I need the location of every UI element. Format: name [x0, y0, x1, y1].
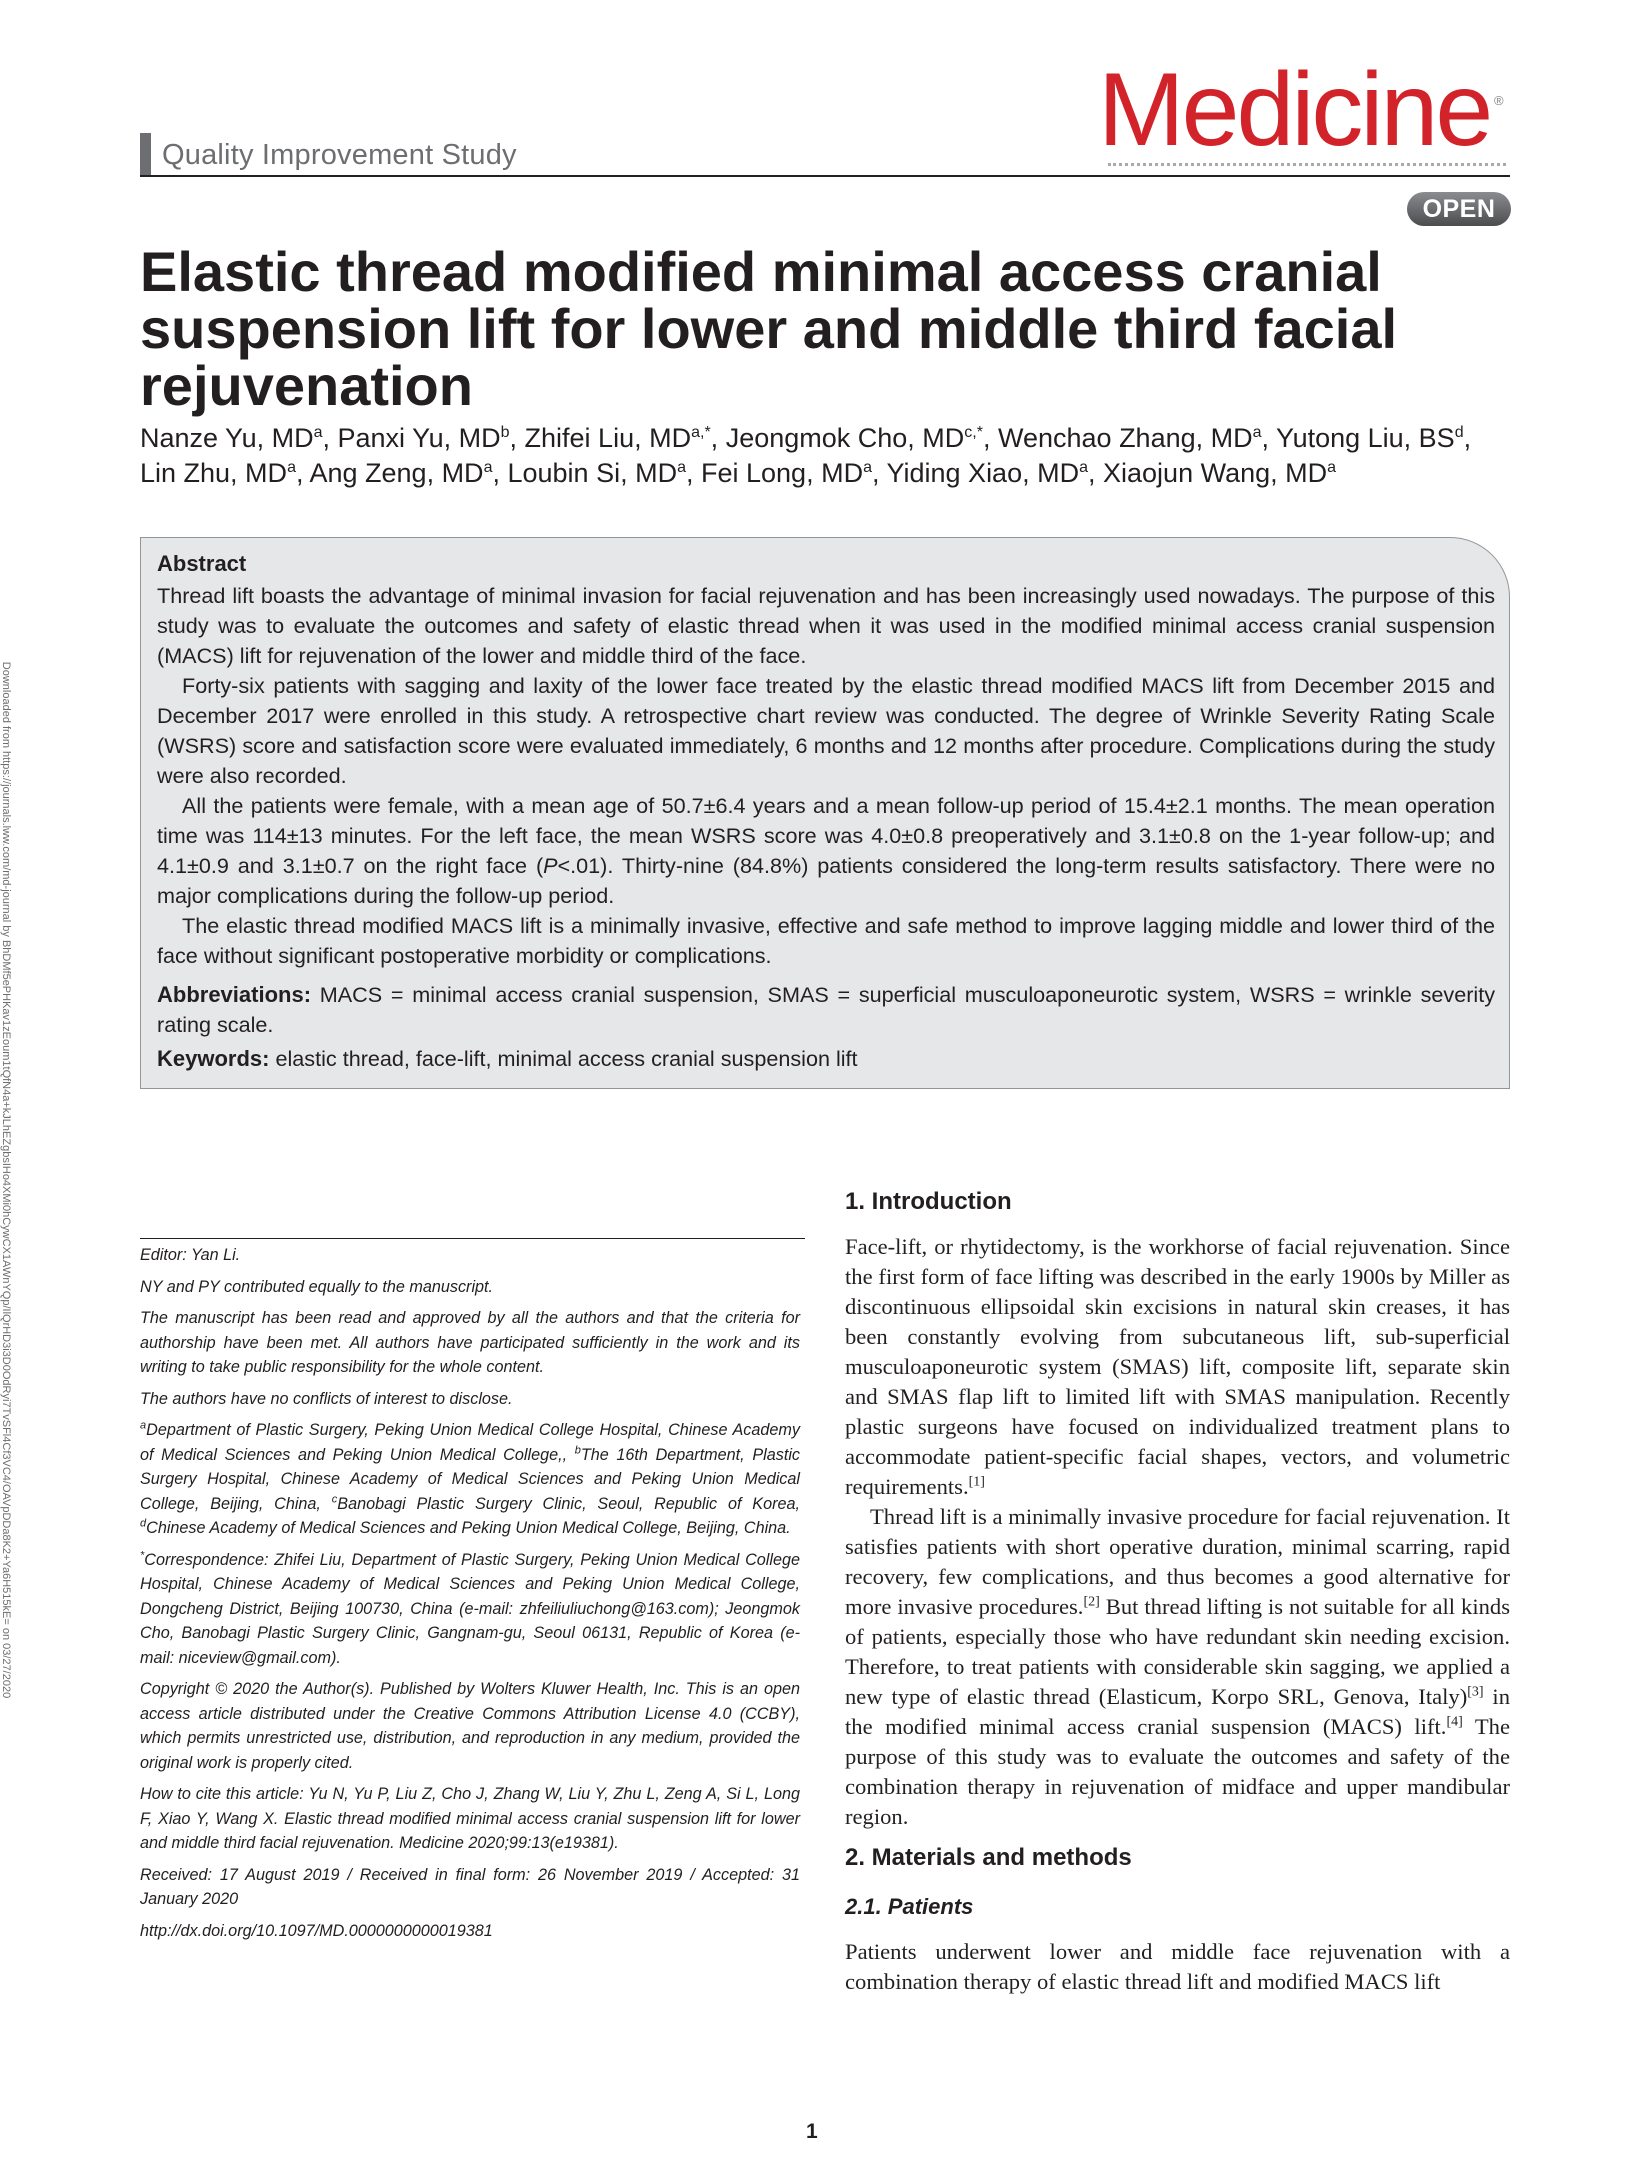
author-name: Zhifei Liu, $MD^{a,*}$ — [524, 423, 711, 453]
body-paragraph: Face-lift, or rhytidectomy, is the workhorse of facial rejuvenation. Since the first form of face lifting was described in the early 1900s by Miller as discontinuous ellipsoidal skin excisions in natural skin creases, it has been constantly evolving from subcutaneous lift, sub-superficial musculoaponeurotic system (SMAS) lift, composite lift, separate skin and SMAS flap lift to limited lift with SMAS manipulation. Recently plastic surgeons have focused on individualized treatment plans to accommodate patient-specific facial shapes, vectors, and volumetric requirements.[1] — [845, 1234, 1510, 1499]
author-name: Xiaojun Wang, $MD^a$ — [1103, 458, 1337, 488]
logo-dotted-rule — [1108, 163, 1506, 166]
body-paragraph: Thread lift is a minimally invasive procedure for facial rejuvenation. It satisfies patients with short operative duration, minimal scarring, rapid recovery, few complications, and thus becomes a good alternative for more invasive procedures.[2] But thread lifting is not suitable for all kinds of patients, especially those who have redundant skin needing excision. Therefore, to treat patients with considerable skin sagging, we applied a new type of elastic thread (Elasticum, Korpo SRL, Genova, Italy)[3] in the modified minimal access cranial suspension (MACS) lift.[4] The purpose of this study was to evaluate the outcomes and safety of the combination therapy in rejuvenation of midface and upper mandibular region. — [845, 1504, 1511, 1829]
abstract-paragraph: The elastic thread modified MACS lift is a minimally invasive, effective and safe method to improve lagging middle and lower third of the face without significant postoperative morbidity or complications. — [157, 913, 1495, 968]
section-label: Quality Improvement Study — [162, 139, 517, 171]
author-name: Nanze Yu, $MD^a$ — [140, 423, 323, 453]
citation-ref[interactable]: [4] — [1446, 1714, 1463, 1730]
registered-mark: ® — [1494, 93, 1504, 108]
citation-ref[interactable]: [3] — [1467, 1684, 1484, 1700]
intro-body — [845, 1232, 1510, 1832]
abbreviations — [157, 980, 1495, 1040]
author-name: Jeongmok Cho, $MD^{c,*}$ — [725, 423, 983, 453]
page-number: 1 — [806, 2120, 818, 2143]
abstract-body — [157, 581, 1495, 971]
author-affiliation-mark: a — [677, 459, 686, 476]
abstract-heading: Abstract — [157, 551, 247, 576]
author-name: Yutong Liu, $BS^d$ — [1276, 423, 1464, 453]
author-affiliation-mark: a — [313, 424, 323, 441]
copyright-note: Copyright © 2020 the Author(s). Published by Wolters Kluwer Health, Inc. This is an open access article distributed under the Creative Commons Attribution License 4.0 (CCBY), which permits unrestricted use, distribution, and reproduction in any medium, provided the original work is properly cited. — [140, 1680, 800, 1772]
keywords-text: elastic thread, face-lift, minimal access cranial suspension lift — [275, 1046, 858, 1071]
patients-subheading: 2.1. Patients — [845, 1894, 974, 1919]
author-name: Fei Long, $MD^a$ — [701, 458, 872, 488]
author-affiliation-mark: a — [1252, 424, 1262, 441]
abbreviations-text: MACS = minimal access cranial suspension, SMAS = superficial musculoaponeurotic system, WSRS = wrinkle severity rating scale. — [157, 982, 1496, 1037]
citation-ref[interactable]: [2] — [1083, 1594, 1100, 1610]
approval-note: The manuscript has been read and approved by all the authors and that the criteria for authorship have been met. All authors have participated sufficiently in the work and its writing to take public responsibility for the whole content. — [140, 1309, 800, 1376]
citation-note: How to cite this article: Yu N, Yu P, Liu Z, Cho J, Zhang W, Liu Y, Zhu L, Zeng A, Si L, Long F, Xiao Y, Wang X. Elastic thread modified minimal access cranial suspension lift for lower and middle third facial rejuvenation. Medicine 2020;99:13(e19381). — [140, 1785, 800, 1852]
keywords — [157, 1044, 1495, 1074]
header-rule — [140, 175, 1510, 177]
abstract-paragraph: Forty-six patients with sagging and laxity of the lower face treated by the elastic thread modified MACS lift from December 2015 and December 2017 were enrolled in this study. A retrospective chart review was conducted. The degree of Wrinkle Severity Rating Scale (WSRS) score and satisfaction score were evaluated immediately, 6 months and 12 months after procedure. Complications during the study were also recorded. — [157, 673, 1495, 788]
author-affiliation-mark: d — [1454, 424, 1464, 441]
abstract-paragraph: Thread lift boasts the advantage of minimal invasion for facial rejuvenation and has been increasingly used nowadays. The purpose of this study was to evaluate the outcomes and safety of elastic thread when it was used in the modified minimal access cranial suspension (MACS) lift for rejuvenation of the lower and middle third of the face. — [157, 583, 1495, 668]
author-name: Loubin Si, $MD^a$ — [507, 458, 686, 488]
author-affiliation-mark: c,* — [964, 424, 983, 441]
section-label-bar — [140, 133, 151, 175]
author-affiliation-mark: a,* — [691, 424, 711, 441]
conflicts-note: The authors have no conflicts of interest to disclose. — [140, 1389, 513, 1408]
author-list: Nanze Yu, $MD^a$, Panxi Yu, $MD^b$, Zhifei Liu, $MD^{a,*}$, Jeongmok Cho, $MD^{c,*}$, Wenchao Zhang, $MD^a$, Yutong Liu, $BS^d$, Lin Zhu, $MD^a$, Ang Zeng, $MD^a$, Loubin Si, $MD^a$, Fei Long, $MD^a$, Yiding Xiao, $MD^a$, Xiaojun Wang, $MD^a$ — [140, 423, 1472, 488]
article-title: Elastic thread modified minimal access cranial suspension lift for lower and middle third facial rejuvenation — [140, 240, 1398, 417]
author-affiliation-mark: a — [1079, 459, 1088, 476]
doi-link[interactable]: http://dx.doi.org/10.1097/MD.0000000000019381 — [140, 1921, 493, 1940]
equal-contribution-note: NY and PY contributed equally to the manuscript. — [140, 1277, 494, 1296]
abstract-paragraph: All the patients were female, with a mean age of 50.7±6.4 years and a mean follow-up period of 15.4±2.1 months. The mean operation time was 114±13 minutes. For the left face, the mean WSRS score was 4.0±0.8 preoperatively and 3.1±0.8 on the 1-year follow-up; and 4.1±0.9 and 3.1±0.7 on the right face (P<.01). Thirty-nine (84.8%) patients considered the long-term results satisfactory. There were no major complications during the follow-up period. — [157, 793, 1495, 908]
author-affiliation-mark: a — [1327, 459, 1337, 476]
author-name: Panxi Yu, $MD^b$ — [337, 423, 510, 453]
methods-heading: 2. Materials and methods — [845, 1844, 1132, 1871]
author-name: Wenchao Zhang, $MD^a$ — [997, 423, 1262, 453]
keywords-label: Keywords: — [157, 1046, 270, 1071]
author-name: Yiding Xiao, $MD^a$ — [886, 458, 1088, 488]
author-affiliation-mark: a — [863, 459, 872, 476]
affiliations: $^a$Department of Plastic Surgery, Peking Union Medical College Hospital, Chinese Academy of Medical Sciences and Peking Union Medical College,, $^b$The 16th Department, Plastic Surgery Hospital, Chinese Academy of Medical Sciences and Peking Union Medical College, Beijing, China, $^c$Banobagi Plastic Surgery Clinic, Seoul, Republic of Korea, $^d$Chinese Academy of Medical Sciences and Peking Union Medical College, Beijing, China. — [140, 1419, 801, 1537]
journal-logo: Medicine — [1098, 52, 1491, 168]
abbreviations-label: Abbreviations: — [157, 982, 312, 1007]
body-paragraph: Patients underwent lower and middle face rejuvenation with a combination therapy of elastic thread lift and modified MACS lift — [845, 1939, 1510, 1994]
download-watermark: Downloaded from https://journals.lww.com/md-journal by BhDMf5ePHKav1zEoum1tQfN4a+kJLhEZgbsIHo4XMi0hCywCX1AWnYQp/IlQrHD3i3D0OdRyi7TvSFl4Cf3VC4/OAVpDDa8K2+Ya6H515kE= on 03/27/2020 — [0, 661, 12, 1699]
author-affiliation-mark: a — [287, 459, 296, 476]
patients-body — [845, 1937, 1510, 1997]
author-name: Lin Zhu, $MD^a$ — [140, 458, 296, 488]
citation-ref[interactable]: [1] — [968, 1474, 985, 1490]
open-access-badge: OPEN — [1407, 192, 1511, 226]
footnotes — [140, 1243, 800, 1950]
footnote-rule — [140, 1238, 805, 1239]
received-dates: Received: 17 August 2019 / Received in final form: 26 November 2019 / Accepted: 31 January 2020 — [140, 1865, 800, 1908]
correspondence: *Correspondence: Zhifei Liu, Department of Plastic Surgery, Peking Union Medical College Hospital, Chinese Academy of Medical Sciences and Peking Union Medical College, Dongcheng District, Beijing 100730, China (e-mail: zhfeiliuliuchong@163.com); Jeongmok Cho, Banobagi Plastic Surgery Clinic, Gangnam-gu, Seoul 06131, Republic of Korea (e-mail: niceview@gmail.com). — [140, 1549, 800, 1667]
author-affiliation-mark: a — [483, 459, 493, 476]
author-affiliation-mark: b — [500, 424, 510, 441]
author-name: Ang Zeng, $MD^a$ — [309, 458, 493, 488]
intro-heading: 1. Introduction — [845, 1188, 1012, 1215]
editor-note: Editor: Yan Li. — [140, 1246, 241, 1264]
